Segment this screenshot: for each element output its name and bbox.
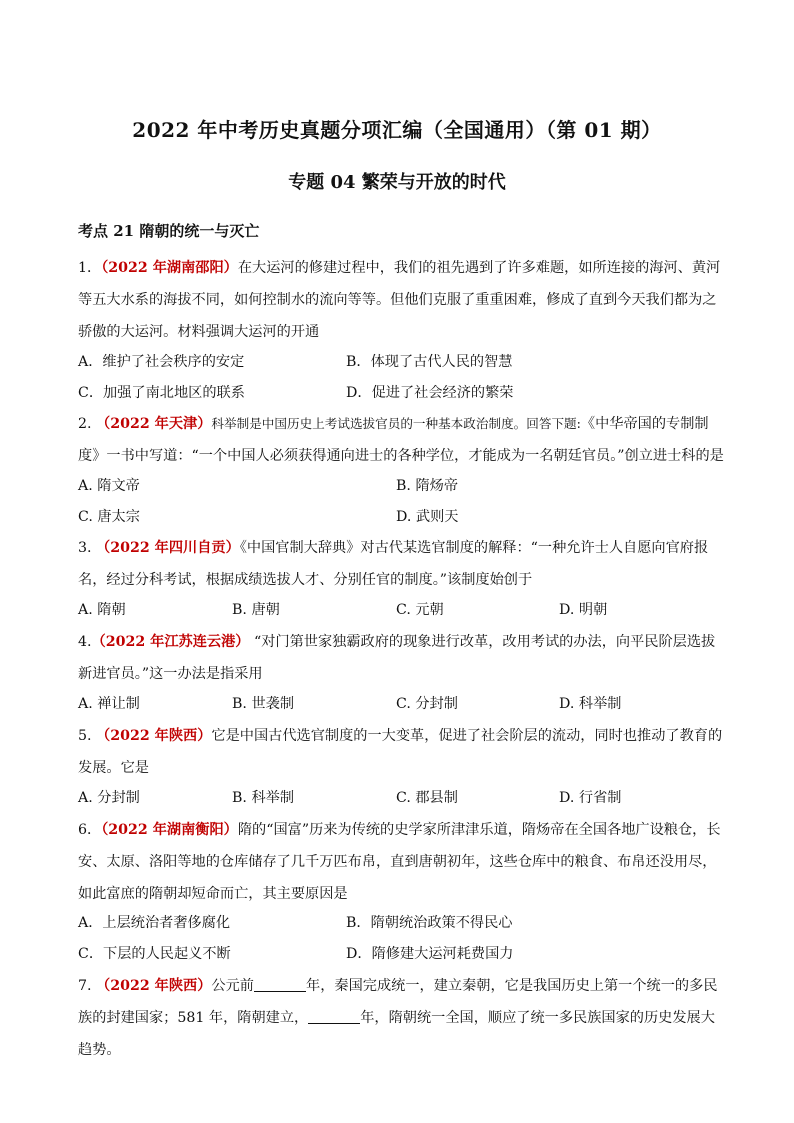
question-6 xyxy=(78,814,726,910)
question-5 xyxy=(78,720,726,784)
question-source: （2022 年陕西） xyxy=(96,728,212,744)
option-c: C. 郡县制 xyxy=(396,790,458,806)
question-source: （2022 年天津） xyxy=(96,416,212,432)
option-d: D．隋修建大运河耗费国力 xyxy=(346,946,514,962)
question-number: 2. xyxy=(78,416,97,432)
question-1-options-row-2 xyxy=(78,377,726,409)
option-b: B. 隋炀帝 xyxy=(396,478,459,494)
option-d: D. 明朝 xyxy=(559,602,608,618)
question-source: （2022 年四川自贡） xyxy=(96,540,240,556)
option-b: B．隋朝统治政策不得民心 xyxy=(346,915,513,931)
option-a: A．上层统治者奢侈腐化 xyxy=(78,915,231,931)
option-d: D．促进了社会经济的繁荣 xyxy=(346,385,514,401)
question-number: 4. xyxy=(78,634,92,650)
question-number: 1． xyxy=(78,260,102,276)
option-a: A. 隋朝 xyxy=(78,602,126,618)
option-c: C. 元朝 xyxy=(396,602,444,618)
option-a: A. 隋文帝 xyxy=(78,478,140,494)
question-number: 7. xyxy=(78,978,97,994)
question-stem-part-2: 年，秦国完成统一，建立秦朝，它是我国历史上第一个统一的多民族的封建国家；581 年，隋朝建立， xyxy=(78,978,718,1026)
option-b: B. 唐朝 xyxy=(232,602,280,618)
question-stem: 它是中国古代选官制度的一大变革，促进了社会阶层的流动，同时也推动了教育的发展。它是 xyxy=(78,728,723,776)
question-stem-part-3: 年，隋朝统一全国，顺应了统一多民族国家的历史发展大趋势。 xyxy=(78,1010,715,1058)
option-c: C. 分封制 xyxy=(396,696,458,712)
answer-blank-2[interactable] xyxy=(308,1007,360,1024)
question-4 xyxy=(78,626,726,690)
option-d: D. 科举制 xyxy=(559,696,622,712)
option-c: C．下层的人民起义不断 xyxy=(78,946,231,962)
question-stem-part-1: 公元前 xyxy=(211,978,254,994)
option-d: D. 行省制 xyxy=(559,790,622,806)
question-stem: “对门第世家独霸政府的现象进行改革，改用考试的办法，向平民阶层选拔新进官员。”这一办法是指采用 xyxy=(78,634,716,682)
question-number: 5. xyxy=(78,728,97,744)
option-c: C. 唐太宗 xyxy=(78,509,140,525)
question-stem: 《中国官制大辞典》对古代某选官制度的解释：“一种允许士人自愿向官府报名，经过分科考试，根据成绩选拔人才、分别任官的制度。”该制度始创于 xyxy=(78,540,709,588)
option-d: D. 武则天 xyxy=(396,509,459,525)
answer-blank-1[interactable] xyxy=(254,975,306,992)
option-a: A．维护了社会秩序的安定 xyxy=(78,354,245,370)
page-title: 2022 年中考历史真题分项汇编（全国通用）（第 01 期） xyxy=(132,118,662,142)
question-1 xyxy=(78,252,726,348)
section-heading: 考点 21 隋朝的统一与灭亡 xyxy=(78,222,260,240)
question-5-options xyxy=(78,782,726,814)
question-2-options-row-1 xyxy=(78,470,726,502)
question-2 xyxy=(78,408,726,472)
option-b: B．体现了古代人民的智慧 xyxy=(346,354,513,370)
question-3 xyxy=(78,532,726,596)
option-a: A. 禅让制 xyxy=(78,696,140,712)
question-7 xyxy=(78,970,726,1066)
option-c: C．加强了南北地区的联系 xyxy=(78,385,245,401)
question-3-options xyxy=(78,594,726,626)
question-2-options-row-2 xyxy=(78,501,726,533)
question-4-options xyxy=(78,688,726,720)
question-number: 3. xyxy=(78,540,97,556)
question-stem: 在大运河的修建过程中，我们的祖先遇到了许多难题，如所连接的海河、黄河等五大水系的海拔不同，如何控制水的流向等等。但他们克服了重重困难，修成了直到今天我们都为之骄傲的大运河。材料强调大运河的开通 xyxy=(78,260,721,340)
question-source: （2022 年湖南邵阳） xyxy=(101,260,238,276)
topic-subtitle: 专题 04 繁荣与开放的时代 xyxy=(288,172,506,193)
question-intro: 科举制是中国历史上考试选拔官员的一种基本政治制度。回答下题: xyxy=(211,416,581,431)
question-number: 6． xyxy=(78,822,102,838)
question-6-options-row-1 xyxy=(78,907,726,939)
question-source: （2022 年陕西） xyxy=(96,978,212,994)
question-stem: 《中华帝国的专制制度》一书中写道：“一个中国人必须获得通向进士的各种学位，才能成为一名朝廷官员。”创立进士科的是 xyxy=(78,416,724,464)
option-b: B. 科举制 xyxy=(232,790,295,806)
option-b: B. 世袭制 xyxy=(232,696,295,712)
question-source: （2022 年湖南衡阳） xyxy=(101,822,238,838)
question-source: （2022 年江苏连云港） xyxy=(91,634,250,650)
question-6-options-row-2 xyxy=(78,938,726,970)
option-a: A. 分封制 xyxy=(78,790,140,806)
question-stem: 隋的“国富”历来为传统的史学家所津津乐道，隋炀帝在全国各地广设粮仓，长安、太原、洛阳等地的仓库储存了几千万匹布帛，直到唐朝初年，这些仓库中的粮食、布帛还没用尽，如此富庶的隋朝却短命而亡，其主要原因是 xyxy=(78,822,721,902)
question-1-options-row-1 xyxy=(78,346,726,378)
